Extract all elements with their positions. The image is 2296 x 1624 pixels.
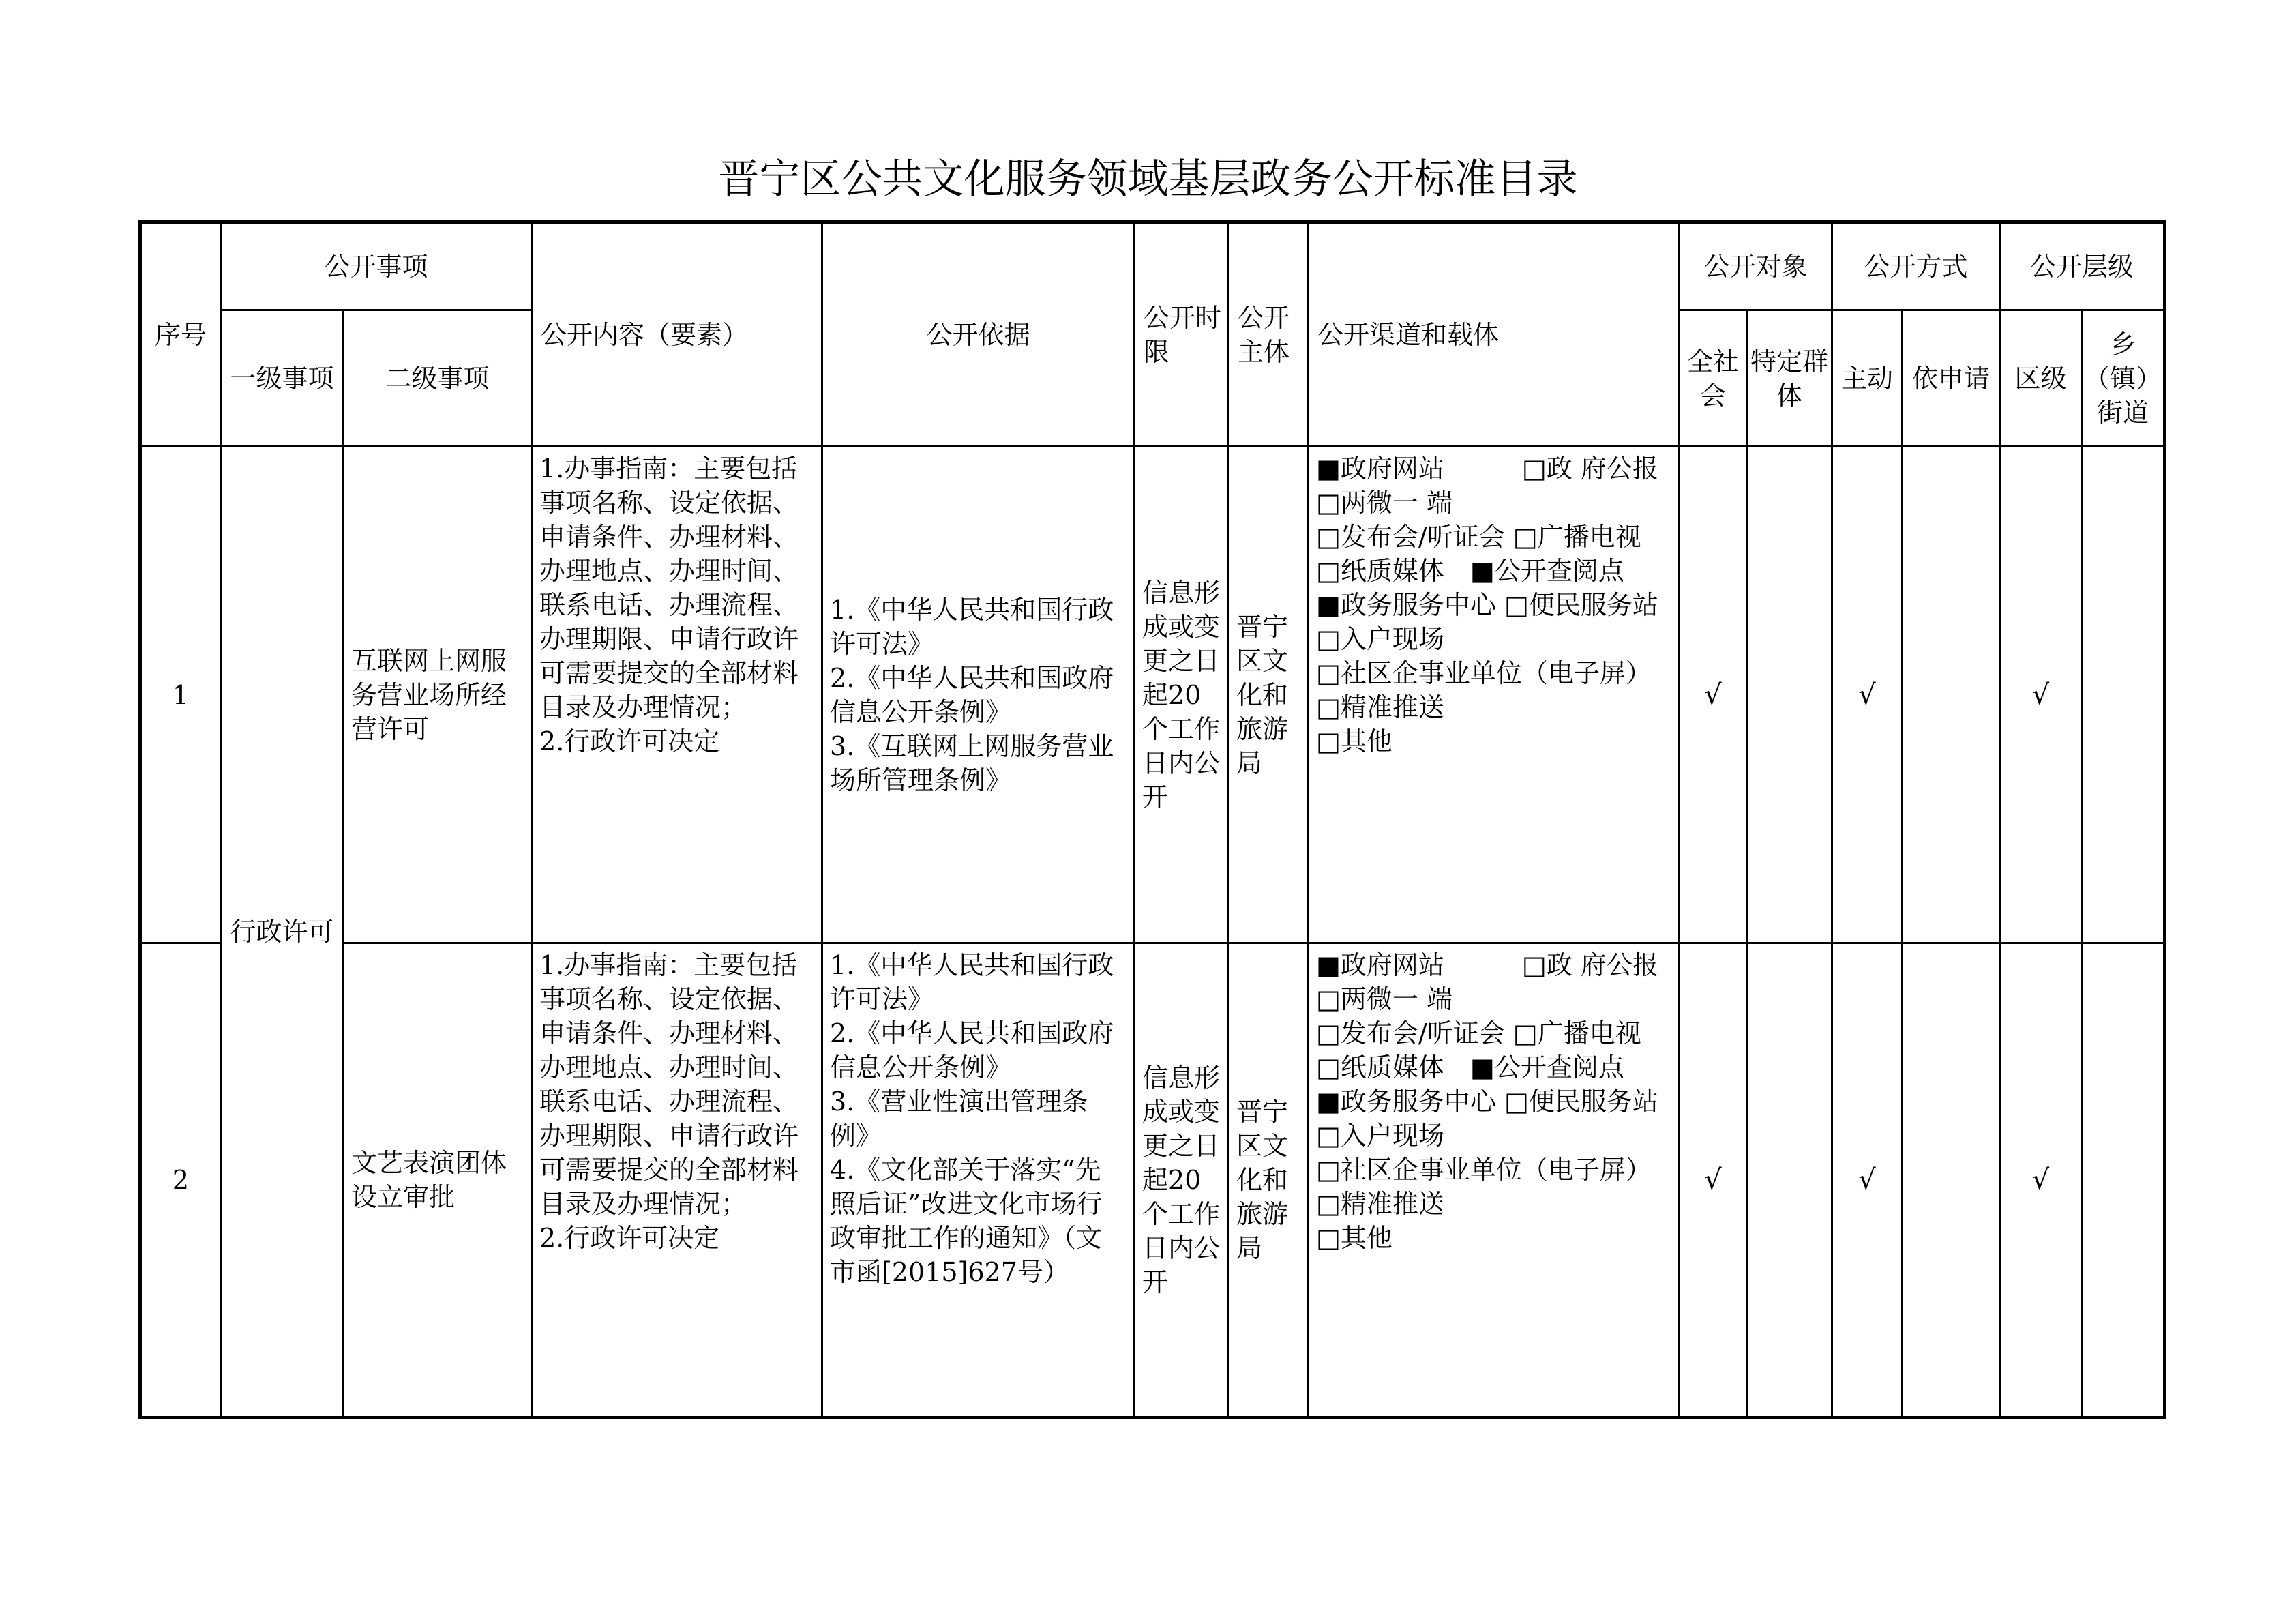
row-seq: 1 [140,447,221,943]
header-channel: 公开渠道和载体 [1309,222,1680,447]
header-level2: 二级事项 [344,310,532,447]
header-method-active: 主动 [1832,310,1903,447]
row-method-apply [1903,943,2000,1418]
header-level1: 一级事项 [221,310,344,447]
row-content: 1.办事指南：主要包括事项名称、设定依据、申请条件、办理材料、办理地点、办理时间、联系电话、办理流程、办理期限、申请行政许可需要提交的全部材料目录及办理情况； 2.行政许可决定 [532,943,822,1418]
row-level-town [2082,447,2165,943]
header-level: 公开层级 [2000,222,2165,310]
row-level2: 互联网上网服务营业场所经营许可 [344,447,532,943]
header-matter: 公开事项 [221,222,532,310]
row-basis: 1.《中华人民共和国行政许可法》 2.《中华人民共和国政府信息公开条例》 3.《互联网上网服务营业场所管理条例》 [822,447,1135,943]
header-level-town: 乡（镇）街道 [2082,310,2165,447]
header-time-limit: 公开时限 [1135,222,1229,447]
row-target-specific [1747,943,1832,1418]
header-basis: 公开依据 [822,222,1135,447]
row-time-limit: 信息形成或变更之日起20个工作日内公开 [1135,943,1229,1418]
row-seq: 2 [140,943,221,1418]
row-basis: 1.《中华人民共和国行政许可法》 2.《中华人民共和国政府信息公开条例》 3.《营业性演出管理条例》 4.《文化部关于落实“先照后证”改进文化市场行政审批工作的通知》（文市函[2015]627号） [822,943,1135,1418]
row-method-active: √ [1832,447,1903,943]
header-content: 公开内容（要素） [532,222,822,447]
row-target-all: √ [1680,943,1747,1418]
header-level-district: 区级 [2000,310,2082,447]
header-target-specific: 特定群体 [1747,310,1832,447]
row-method-active: √ [1832,943,1903,1418]
row-target-all: √ [1680,447,1747,943]
catalog-table [138,220,2166,1419]
row-level-district: √ [2000,447,2082,943]
row-target-specific [1747,447,1832,943]
row-subject: 晋宁区文化和旅游局 [1229,943,1309,1418]
header-method-apply: 依申请 [1903,310,2000,447]
table-row [140,943,2165,1418]
row-level-district: √ [2000,943,2082,1418]
row-subject: 晋宁区文化和旅游局 [1229,447,1309,943]
row-level2: 文艺表演团体设立审批 [344,943,532,1418]
header-row-1 [140,222,2165,310]
header-method: 公开方式 [1832,222,2000,310]
row-time-limit: 信息形成或变更之日起20个工作日内公开 [1135,447,1229,943]
row-content: 1.办事指南：主要包括事项名称、设定依据、申请条件、办理材料、办理地点、办理时间、联系电话、办理流程、办理期限、申请行政许可需要提交的全部材料目录及办理情况； 2.行政许可决定 [532,447,822,943]
table-row [140,447,2165,943]
page-title: 晋宁区公共文化服务领域基层政务公开标准目录 [718,156,1578,203]
row-channel: ■政府网站 □政 府公报 □两微一 端 □发布会/听证会 □广播电视 □纸质媒体 ■公开查阅点 ■政务服务中心 □便民服务站 □入户现场 □社区企事业单位（电子屏） □精准推送 □其他 [1309,943,1680,1418]
row-level-town [2082,943,2165,1418]
header-seq: 序号 [140,222,221,447]
row-method-apply [1903,447,2000,943]
header-target: 公开对象 [1680,222,1832,310]
header-target-all: 全社会 [1680,310,1747,447]
row-channel: ■政府网站 □政 府公报 □两微一 端 □发布会/听证会 □广播电视 □纸质媒体 ■公开查阅点 ■政务服务中心 □便民服务站 □入户现场 □社区企事业单位（电子屏） □精准推送 □其他 [1309,447,1680,943]
header-subject: 公开主体 [1229,222,1309,447]
level1-cell: 行政许可 [221,447,344,1418]
